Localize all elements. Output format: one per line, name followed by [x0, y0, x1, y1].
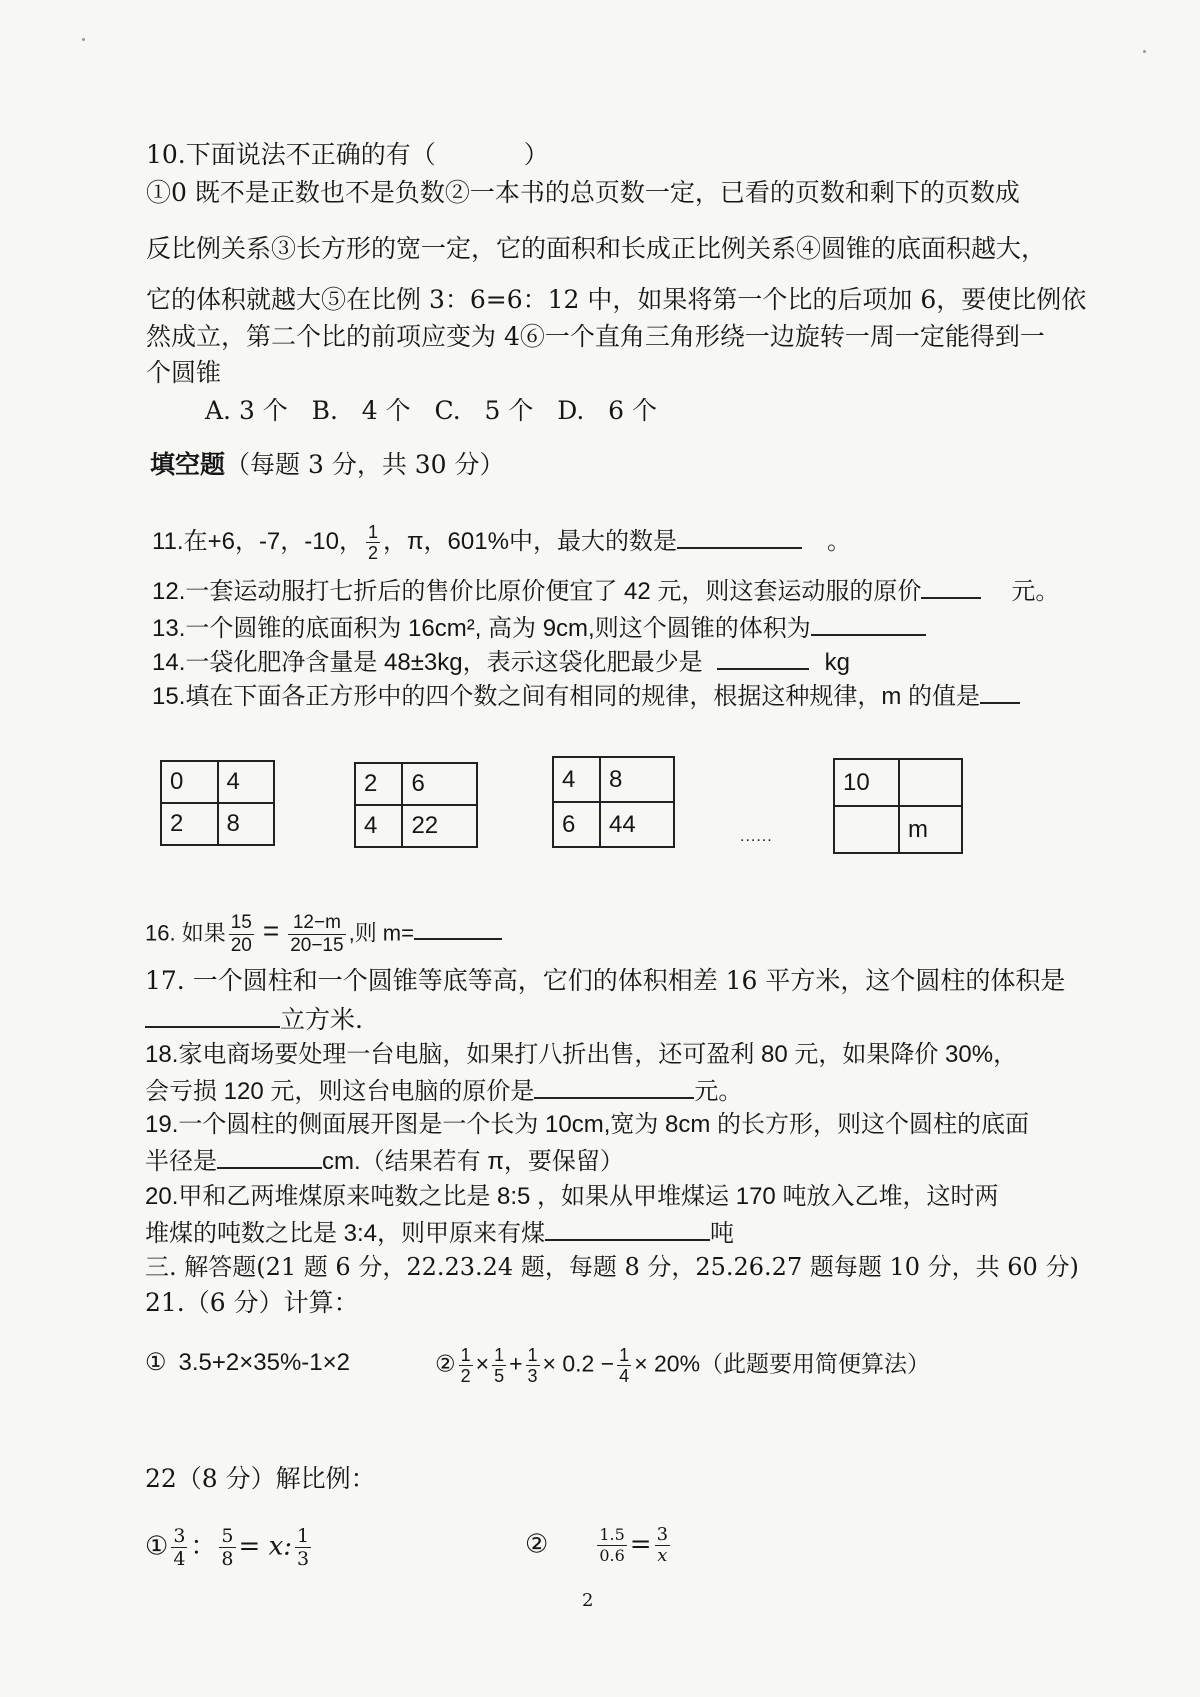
frac-num: 3: [656, 1524, 669, 1545]
frac-den: 3: [297, 1548, 310, 1570]
square-cell: 8: [600, 757, 674, 802]
times-sign: ×: [475, 1350, 490, 1377]
q16-frac1-den: 20: [230, 935, 252, 956]
q21-p1-expression: 3.5+2×35%-1×2: [178, 1349, 350, 1376]
q20-answer-blank: [545, 1217, 710, 1241]
frac-num: 3: [173, 1525, 186, 1547]
q11-answer-blank: [677, 525, 802, 549]
q10-stem-close: ）: [523, 140, 549, 169]
q16-frac1-num: 15: [230, 912, 252, 933]
q12: [152, 575, 1059, 607]
square-cell: 6: [402, 763, 477, 805]
section2-note: （每题 3 分，共 30 分）: [225, 450, 505, 479]
plus-sign: +: [509, 1350, 523, 1377]
frac-num: 1.5: [599, 1525, 625, 1544]
q11-fraction: [366, 522, 380, 563]
q17-line-2-text: 立方米.: [280, 1005, 363, 1034]
q21-frac-d: [617, 1345, 631, 1386]
square-cell: 10: [834, 759, 899, 806]
frac-den: 8: [221, 1548, 234, 1570]
q18-line-2: [145, 1075, 742, 1107]
frac-num: 1: [460, 1345, 471, 1365]
q18-line-1: 18.家电商场要处理一台电脑，如果打八折出售，还可盈利 80 元，如果降价 30%，: [145, 1041, 1018, 1068]
square-cell: 4: [355, 805, 402, 847]
square-cell: 44: [600, 802, 674, 847]
q10-line-3: 它的体积就越大⑤在比例 3：6=6：12 中，如果将第一个比的后项加 6，要使比例依: [146, 285, 1087, 314]
section2-title: 填空题: [150, 450, 226, 479]
q10-line-1: ①0 既不是正数也不是负数②一本书的总页数一定，已看的页数和剩下的页数成: [146, 178, 1020, 207]
q16-frac2-den: 20−15: [290, 935, 344, 956]
frac-den: 0.6: [599, 1546, 625, 1565]
q19-line-1: 19.一个圆柱的侧面展开图是一个长为 10cm,宽为 8cm 的长方形，则这个圆柱的底面: [145, 1111, 1030, 1138]
square-cell: 8: [218, 803, 275, 845]
square-cell: 4: [553, 757, 600, 802]
frac-den: 2: [460, 1366, 471, 1386]
q17-line-2: [145, 1004, 363, 1035]
square-1: [160, 760, 275, 846]
scan-speck: [82, 38, 85, 41]
q20-line-2-text: 堆煤的吨数之比是 3:4，则甲原来有煤: [145, 1220, 546, 1247]
q18-line-2-text: 会亏损 120 元，则这台电脑的原价是: [145, 1078, 535, 1105]
q11-post: ，π，601%中，最大的数是: [383, 527, 677, 555]
equals-sign: =: [629, 1529, 652, 1560]
q10-stem: [146, 140, 549, 170]
q16-fraction-1: [229, 912, 254, 957]
q14-unit: kg: [824, 649, 850, 676]
square-cell: [834, 806, 899, 853]
q13: [152, 612, 926, 644]
frac-den: 4: [173, 1548, 186, 1570]
q22-equation-mid: = x:: [238, 1531, 292, 1562]
q11-frac-num: 1: [367, 522, 378, 542]
q20-line-1: 20.甲和乙两堆煤原来吨数之比是 8:5 ，如果从甲堆煤运 170 吨放入乙堆，这时两: [145, 1183, 999, 1210]
q20-line-2: [145, 1217, 734, 1249]
q22-part-2: [525, 1525, 673, 1566]
square-cell: [899, 759, 962, 806]
q19-line-2-text: 半径是: [145, 1148, 217, 1175]
scan-speck: [1143, 50, 1146, 53]
q21-tail-expression: × 20%（此题要用简便算法）: [634, 1350, 931, 1377]
q16-fraction-2: [288, 912, 345, 957]
q10-line-5: 个圆锥: [146, 358, 222, 387]
q10-line-2: 反比例关系③长方形的宽一定，它的面积和长成正比例关系④圆锥的底面积越大，: [146, 234, 1047, 263]
q15: [152, 680, 1020, 712]
q22-frac-f: [655, 1525, 670, 1566]
q10-line-4: 然成立，第二个比的前项应变为 4⑥一个直角三角形绕一边旋转一周一定能得到一: [146, 322, 1045, 351]
q16-answer-blank: [414, 916, 502, 940]
q11-end: 。: [826, 527, 851, 555]
ratio-colon: ：: [190, 1531, 217, 1562]
square-2: [354, 762, 478, 848]
q12-answer-blank: [921, 575, 981, 599]
frac-den: 5: [494, 1366, 505, 1386]
q21-frac-b: [492, 1345, 506, 1386]
q19-line-2-end: cm.（结果若有 π，要保留）: [322, 1148, 624, 1175]
q14: [152, 646, 850, 678]
square-cell: 2: [161, 803, 218, 845]
square-cell: 22: [402, 805, 477, 847]
frac-num: 1: [527, 1345, 538, 1365]
frac-num: 5: [221, 1525, 234, 1547]
q21-part-2: [435, 1345, 930, 1386]
frac-den: x: [657, 1545, 668, 1566]
q11-frac-den: 2: [367, 543, 378, 563]
q10-options: A. 3 个 B. 4 个 C. 5 个 D. 6 个: [205, 396, 658, 425]
q21-p1-label: ①: [145, 1349, 167, 1376]
q22-frac-a: [171, 1525, 187, 1570]
section3-heading: 三. 解答题(21 题 6 分，22.23.24 题，每题 8 分，25.26.27 题每题 10 分，共 60 分): [145, 1253, 1079, 1281]
q22-p1-label: ①: [145, 1531, 169, 1562]
q14-answer-blank: [717, 646, 809, 670]
q16: [145, 912, 502, 957]
q17-line-1: 17. 一个圆柱和一个圆锥等底等高，它们的体积相差 16 平方米，这个圆柱的体积是: [145, 966, 1066, 995]
frac-num: 1: [297, 1525, 310, 1547]
frac-num: 1: [619, 1345, 630, 1365]
q11-pre: 11.在+6，-7，-10，: [152, 527, 363, 555]
q22-frac-e: [597, 1525, 626, 1566]
q12-text: 12.一套运动服打七折后的售价比原价便宜了 42 元，则这套运动服的原价: [152, 578, 922, 605]
q14-text: 14.一袋化肥净含量是 48±3kg，表示这袋化肥最少是: [152, 649, 703, 676]
q21-heading: 21.（6 分）计算：: [145, 1288, 359, 1317]
q22-frac-c: [295, 1525, 311, 1570]
q21-p2-label: ②: [435, 1350, 456, 1377]
q16-post: ,则 m=: [348, 920, 414, 946]
page-number: 2: [582, 1590, 594, 1611]
section2-heading: [150, 450, 505, 480]
q21-mid-expression: × 0.2 −: [542, 1350, 615, 1377]
square-cell: 0: [161, 761, 218, 803]
q17-answer-blank: [145, 1004, 280, 1028]
q16-frac2-num: 12−m: [288, 912, 345, 935]
q13-answer-blank: [811, 612, 926, 636]
q21-frac-c: [526, 1345, 540, 1386]
q16-pre: 16. 如果: [145, 920, 226, 946]
frac-den: 3: [527, 1366, 538, 1386]
q16-equals: =: [262, 915, 280, 947]
q19-line-2: [145, 1145, 624, 1177]
q20-line-2-end: 吨: [710, 1220, 735, 1247]
frac-num: 1: [494, 1345, 505, 1365]
q18-answer-blank: [534, 1075, 694, 1099]
q22-part-1: [145, 1525, 314, 1570]
q21-part-1: [145, 1348, 350, 1378]
q10-stem-text: 10.下面说法不正确的有（: [146, 140, 436, 169]
q15-text: 15.填在下面各正方形中的四个数之间有相同的规律，根据这种规律，m 的值是: [152, 683, 981, 710]
q19-answer-blank: [217, 1145, 322, 1169]
q15-answer-blank: [980, 680, 1020, 704]
square-cell: 4: [218, 761, 275, 803]
q21-frac-a: [459, 1345, 473, 1386]
square-4: [833, 758, 963, 854]
frac-den: 4: [619, 1366, 630, 1386]
q11: [152, 522, 851, 563]
q12-end: 元。: [1011, 578, 1060, 605]
q13-text: 13.一个圆锥的底面积为 16cm², 高为 9cm,则这个圆锥的体积为: [152, 615, 811, 642]
q22-heading: 22（8 分）解比例：: [145, 1464, 376, 1493]
square-cell: m: [899, 806, 962, 853]
q22-p2-label: ②: [525, 1529, 549, 1560]
continuation-dots: ......: [740, 828, 773, 845]
square-cell: 6: [553, 802, 600, 847]
square-3: [552, 756, 675, 848]
q22-frac-b: [219, 1525, 235, 1570]
square-cell: 2: [355, 763, 402, 805]
q18-line-2-end: 元。: [694, 1078, 743, 1105]
